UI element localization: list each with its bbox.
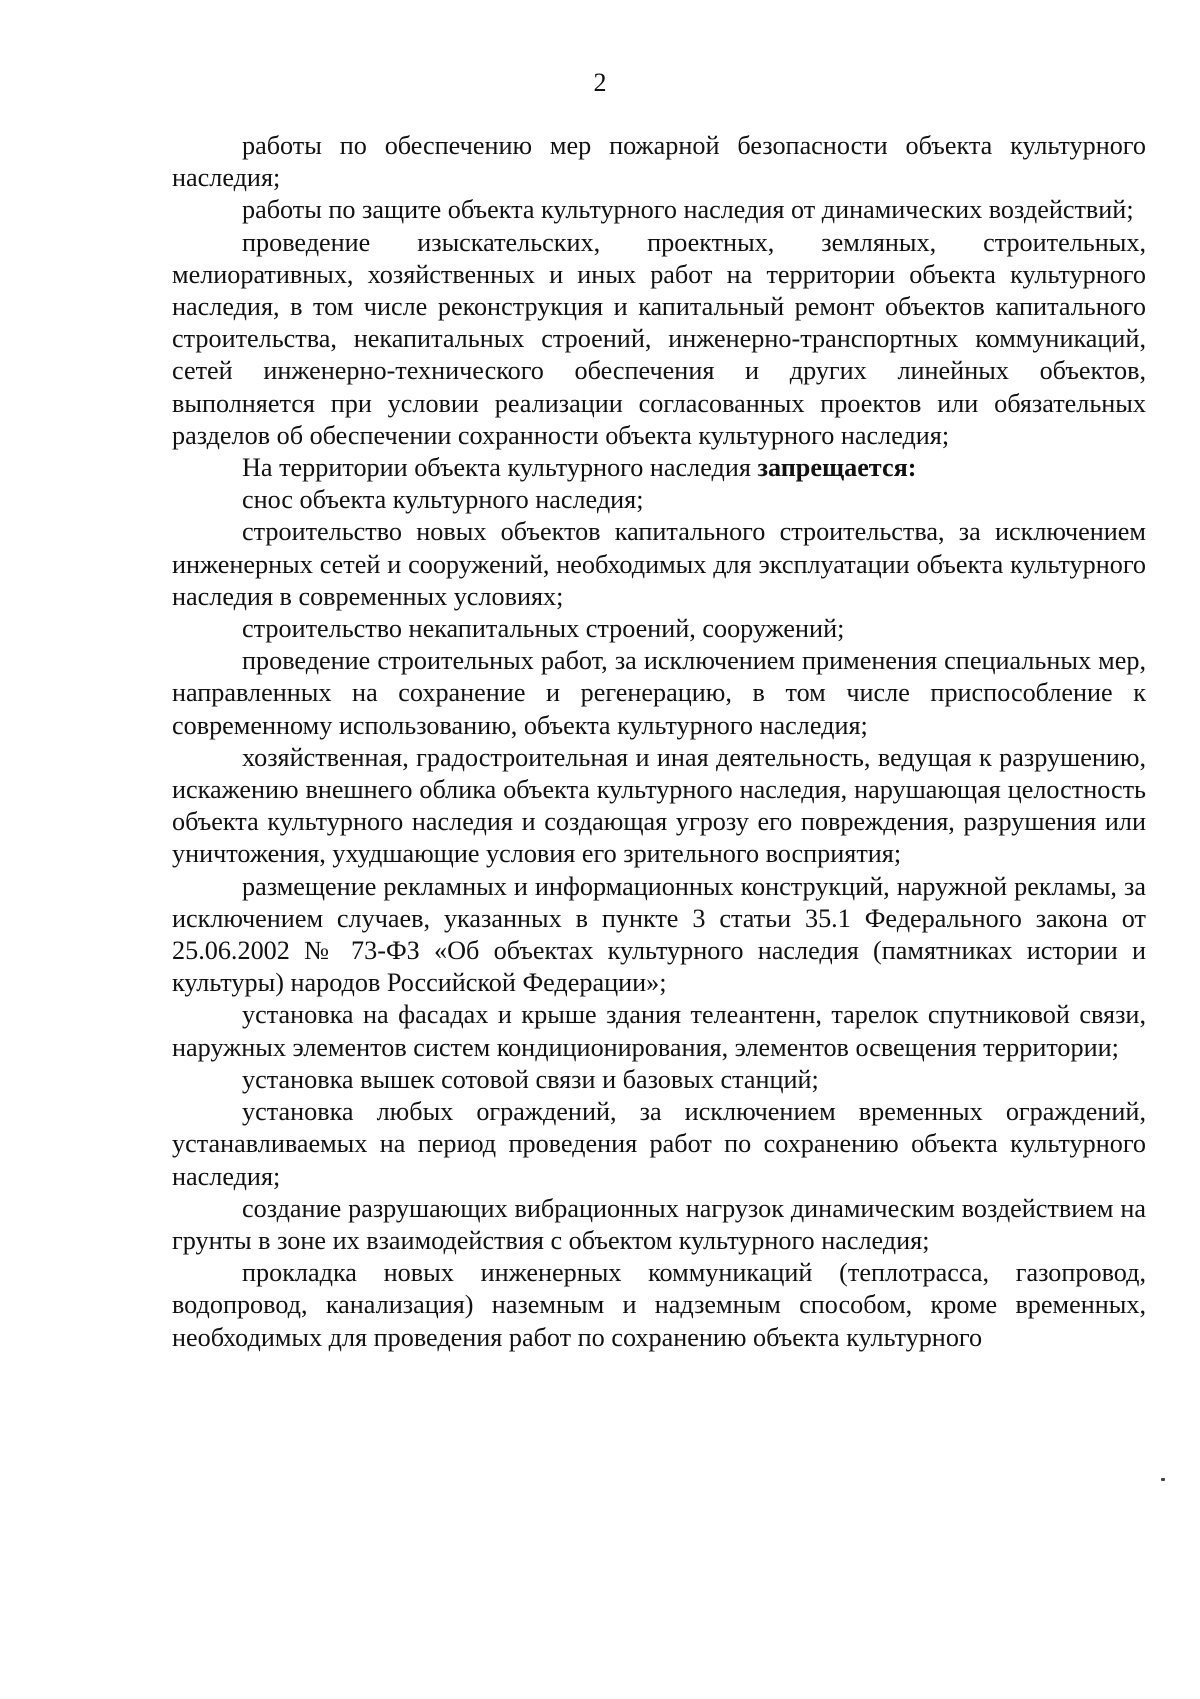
paragraph-cell-towers: установка вышек сотовой связи и базовых станций; (242, 1064, 819, 1094)
prohibition-heading-lead: На территории объекта культурного наследия (242, 453, 758, 483)
paragraph-economic-activity: хозяйственная, градостроительная и иная деятельность, ведущая к разрушению, искажению внешнего облика объекта культурного наследия, нарушающая целостность объекта культурного наследия и создающая угрозу его повреждения, разрушения или уничтожения, ухудшающие условия его зрительного восприятия; (172, 742, 1146, 869)
scan-speck (1161, 1478, 1165, 1481)
prohibition-heading (172, 452, 1146, 484)
paragraph-survey-works: проведение изыскательских, проектных, земляных, строительных, мелиоративных, хозяйственных и иных работ на территории объекта культурного наследия, в том числе реконструкция и капитальный ремонт объектов капитального строительства, некапитальных строений, инженерно-транспортных коммуникаций, сетей инженерно-технического обеспечения и других линейных объектов, выполняется при условии реализации согласованных проектов или обязательных разделов об обеспечении сохранности объекта культурного наследия; (172, 227, 1146, 450)
page-number: 2 (593, 68, 607, 97)
paragraph-dynamic-protection: работы по защите объекта культурного наследия от динамических воздействий; (242, 195, 1134, 225)
paragraph-facade-installations: установка на фасадах и крыше здания телеантенн, тарелок спутниковой связи, наружных элементов систем кондиционирования, элементов освещения территории; (172, 1000, 1146, 1062)
paragraph-vibration-loads: создание разрушающих вибрационных нагрузок динамическим воздействием на грунты в зоне их взаимодействия с объектом культурного наследия; (172, 1193, 1146, 1255)
paragraph-fire-safety: работы по обеспечению мер пожарной безопасности объекта культурного наследия; (172, 131, 1146, 193)
paragraph-new-construction: строительство новых объектов капитального строительства, за исключением инженерных сетей и сооружений, необходимых для эксплуатации объекта культурного наследия в современных условиях; (172, 517, 1146, 611)
prohibition-heading-bold: запрещается: (757, 453, 917, 483)
paragraph-fencing: установка любых ограждений, за исключением временных ограждений, устанавливаемых на период проведения работ по сохранению объекта культурного наследия; (172, 1097, 1146, 1191)
paragraph-utility-lines: прокладка новых инженерных коммуникаций (теплотрасса, газопровод, водопровод, канализация) наземным и надземным способом, кроме временных, необходимых для проведения работ по сохранению объекта культурного (172, 1258, 1146, 1352)
paragraph-nonpermanent-structures: строительство некапитальных строений, сооружений; (242, 614, 845, 644)
paragraph-advertising: размещение рекламных и информационных конструкций, наружной рекламы, за исключением случаев, указанных в пункте 3 статьи 35.1 Федерального закона от 25.06.2002 № 73-ФЗ «Об объектах культурного наследия (памятниках истории и культуры) народов Российской Федерации»; (172, 871, 1146, 998)
paragraph-demolition: снос объекта культурного наследия; (242, 485, 644, 515)
paragraph-construction-works: проведение строительных работ, за исключением применения специальных мер, направленных на сохранение и регенерацию, в том числе приспособление к современному использованию, объекта культурного наследия; (172, 646, 1146, 740)
document-body (172, 130, 1146, 1354)
